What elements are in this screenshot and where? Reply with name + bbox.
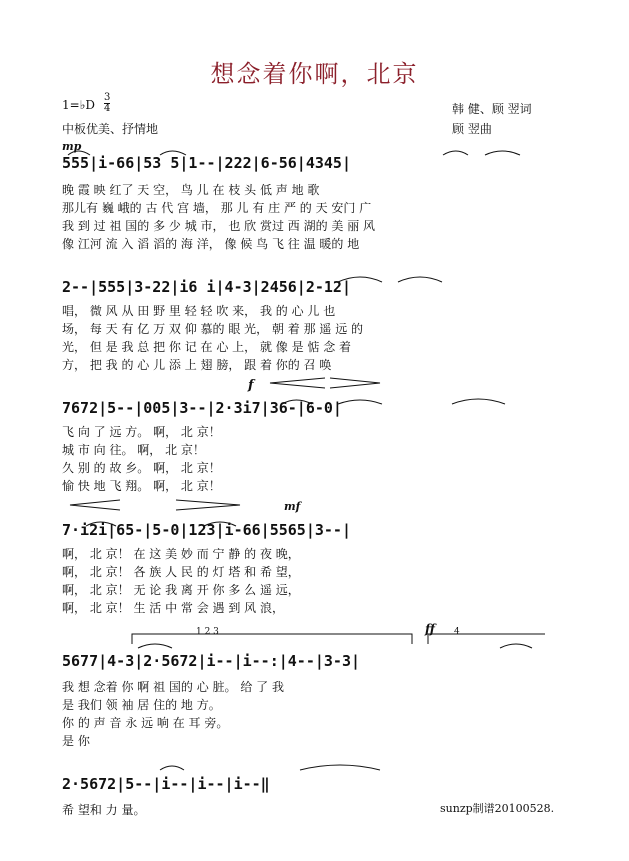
staff-4-lyric-3: 啊， 北 京！ 无 论 我 离 开 你 多 么 遥 远， [62,583,300,597]
staff-4-notes: 7·i2i|65-|5-0|123|i-66|5565|3--| [62,521,351,539]
staff-3-lyric-3: 久 别 的 故 乡。 啊， 北 京！ [62,461,221,475]
staff-1-lyric-4: 像 江河 流 入 滔 滔的 海 洋， 像 候 鸟 飞 往 温 暖的 地 [62,237,360,251]
staff-5-notes: 5677|4-3|2·5672|i--|i--:|4--|3-3| [62,652,361,670]
dynamic-mp: mp [62,140,82,153]
volta-brackets [132,634,545,644]
staff-6-lyric-1: 希 望和 力 量。 [62,803,146,817]
staff-2-lyric-1: 唱， 微 风 从 田 野 里 轻 轻 吹 来， 我 的 心 儿 也 [62,304,336,318]
dynamic-ff: ff [425,622,435,636]
staff-1-lyric-3: 我 到 过 祖 国的 多 少 城 市， 也 欣 赏过 西 湖的 美 丽 风 [62,219,376,233]
time-sig-bottom: 4 [104,103,111,114]
tempo-style: 中板优美、抒情地 [62,122,159,136]
staff-2-notes: 2--|555|3-22|i6 i|4-3|2456|2-12| [62,278,351,296]
staff-4-lyric-4: 啊， 北 京！ 生 活 中 常 会 遇 到 风 浪， [62,601,284,615]
lyricist: 韩 健、顾 翌词 [452,102,532,116]
staff-5-lyric-2: 是 我们 领 袖 居 住的 地 方。 [62,698,221,712]
composer: 顾 翌曲 [452,122,492,136]
staff-3-lyric-1: 飞 向 了 远 方。 啊， 北 京！ [62,425,221,439]
staff-2-lyric-2: 场， 每 天 有 亿 万 双 仰 慕的 眼 光， 朝 着 那 遥 远 的 [62,322,364,336]
staff-3-lyric-2: 城 市 向 往。 啊， 北 京！ [62,443,205,457]
staff-1-lyric-1: 晚 霞 映 红了 天 空， 鸟 儿 在 枝 头 低 声 地 歌 [62,183,320,197]
staff-3-lyric-4: 愉 快 地 飞 翔。 啊， 北 京！ [62,479,221,493]
staff-1-notes: 555|i-66|53 5|1--|222|6-56|4345| [62,154,351,172]
staff-2-lyric-3: 光， 但 是 我 总 把 你 记 在 心 上， 就 像 是 惦 念 着 [62,340,352,354]
staff-5-lyric-4: 是 你 [62,734,90,748]
staff-5-lyric-3: 你 的 声 音 永 远 响 在 耳 旁。 [62,716,229,730]
volta-first-label: 1 2 3 [196,627,219,637]
staff-1-lyric-2: 那儿有 巍 峨的 古 代 宫 墙， 那 儿 有 庄 严 的 天 安门 广 [62,201,372,215]
dynamic-f: f [248,378,254,393]
staff-4-lyric-1: 啊， 北 京！ 在 这 美 妙 而 宁 静 的 夜 晚， [62,547,300,561]
staff-5-lyric-1: 我 想 念着 你 啊 祖 国的 心 脏。 给 了 我 [62,680,284,694]
staff-4-lyric-2: 啊， 北 京！ 各 族 人 民 的 灯 塔 和 希 望， [62,565,300,579]
staff-3-notes: 7672|5--|005|3--|2·3i7|36-|6-0| [62,399,342,417]
volta-second-label: 4 [454,627,460,637]
key-label: 1=♭D [62,98,95,112]
dynamic-mf: mf [284,500,301,513]
staff-2-lyric-4: 方， 把 我 的 心 儿 添 上 翅 膀， 跟 着 你的 召 唤 [62,358,332,372]
credit: sunzp制谱20100528. [440,802,555,815]
page-title: 想念着你啊，北京 [210,60,419,88]
staff-6-notes: 2·5672|5--|i--|i--|i--‖ [62,775,270,793]
time-sig-top: 3 [104,92,111,103]
